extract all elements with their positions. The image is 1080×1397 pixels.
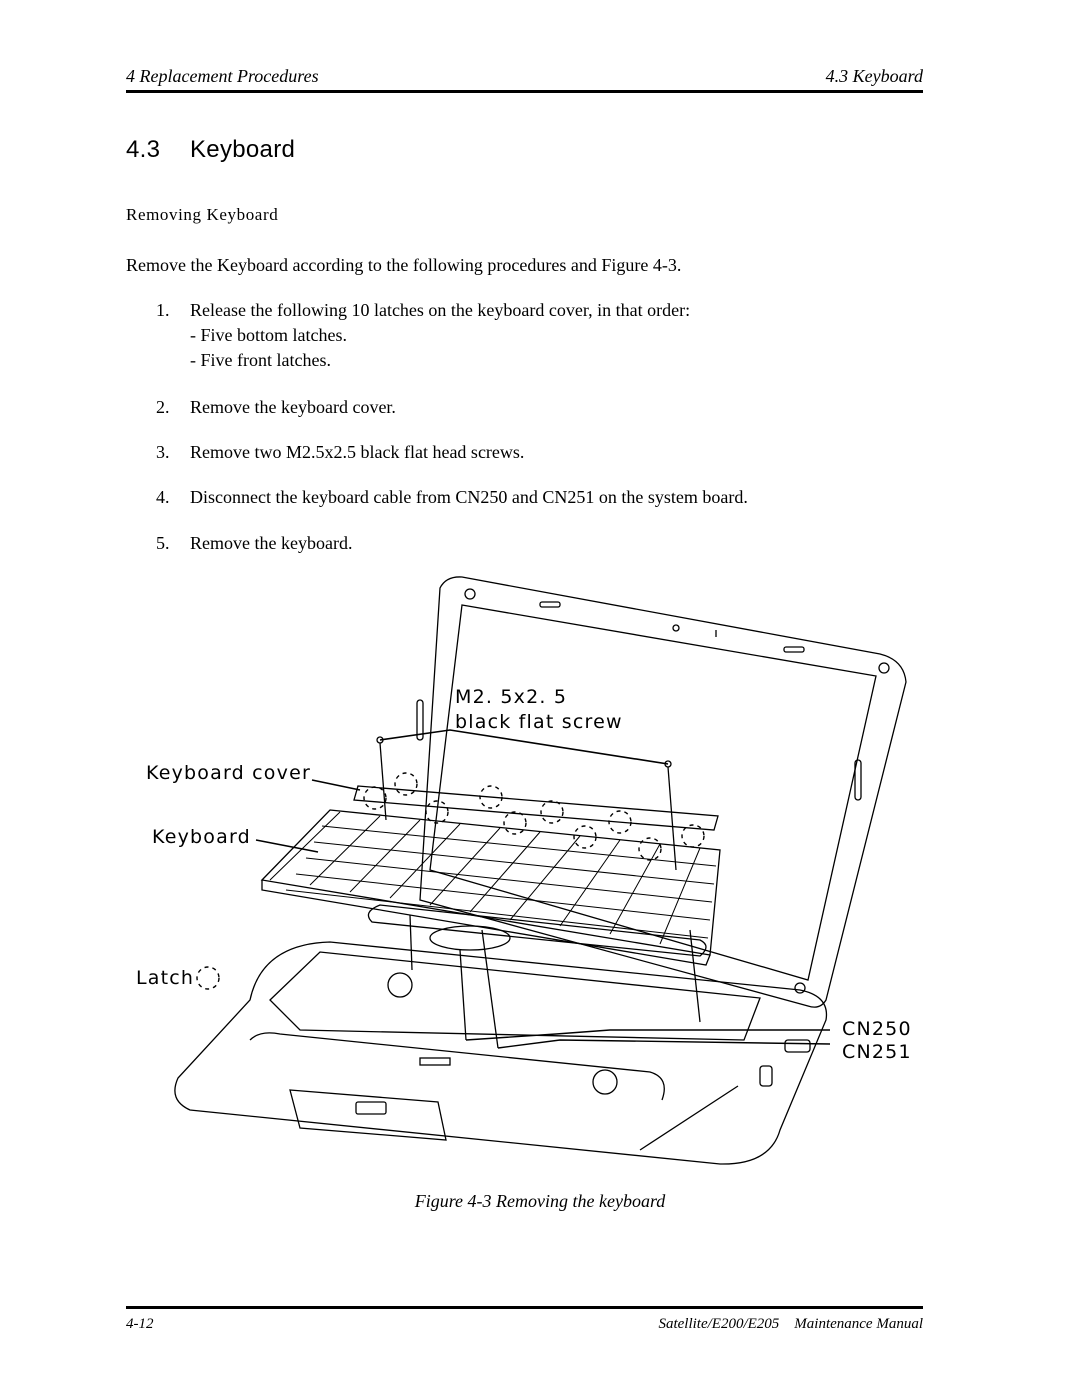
keyboard-label: Keyboard <box>152 826 251 848</box>
step-number: 4. <box>156 487 170 507</box>
step-number: 5. <box>156 533 170 553</box>
cn251-label: CN251 <box>842 1041 912 1063</box>
screw-label-line2: black flat screw <box>455 711 623 733</box>
section-heading <box>126 136 295 164</box>
step-number: 3. <box>156 442 170 462</box>
step-text: Remove the keyboard cover. <box>190 397 396 417</box>
running-header <box>126 66 923 92</box>
step-number: 2. <box>156 397 170 417</box>
figure-caption: Figure 4-3 Removing the keyboard <box>414 1191 666 1211</box>
intro-paragraph: Remove the Keyboard according to the following procedures and Figure 4-3. <box>126 255 682 275</box>
latch-label: Latch <box>136 967 195 989</box>
touchpad <box>290 1090 446 1140</box>
keyboard <box>262 810 720 955</box>
step-text: Disconnect the keyboard cable from CN250 and CN251 on the system board. <box>190 487 748 507</box>
step-1-subitem: - Five front latches. <box>190 350 331 370</box>
header-rule <box>126 90 923 93</box>
laptop-base <box>175 942 827 1164</box>
screw-label-line1: M2. 5x2. 5 <box>455 686 568 708</box>
step-text: Release the following 10 latches on the keyboard cover, in that order: <box>190 300 691 320</box>
subheading: Removing Keyboard <box>126 205 279 224</box>
latch-legend-icon <box>197 967 219 989</box>
footer-page-number: 4-12 <box>126 1316 154 1332</box>
header-section: 4.3 Keyboard <box>825 66 923 86</box>
cn250-label: CN250 <box>842 1018 912 1040</box>
keyboard-removal-illustration <box>120 570 940 1180</box>
screen-area <box>430 605 876 980</box>
step-number: 1. <box>156 300 170 320</box>
hinge <box>368 905 706 956</box>
section-number: 4.3 <box>126 136 161 163</box>
section-title: Keyboard <box>190 136 296 163</box>
footer-manual-title: Satellite/E200/E205 Maintenance Manual <box>658 1316 923 1332</box>
step-1-subitem: - Five bottom latches. <box>190 325 347 345</box>
keyboard-cover-label: Keyboard cover <box>146 762 311 784</box>
laptop-lid <box>420 577 906 1007</box>
step-text: Remove the keyboard. <box>190 533 353 553</box>
step-text: Remove two M2.5x2.5 black flat head screws. <box>190 442 525 462</box>
header-chapter: 4 Replacement Procedures <box>126 66 319 86</box>
key-grid <box>270 812 716 944</box>
keyboard-cover <box>354 786 718 830</box>
footer-rule <box>126 1306 923 1309</box>
